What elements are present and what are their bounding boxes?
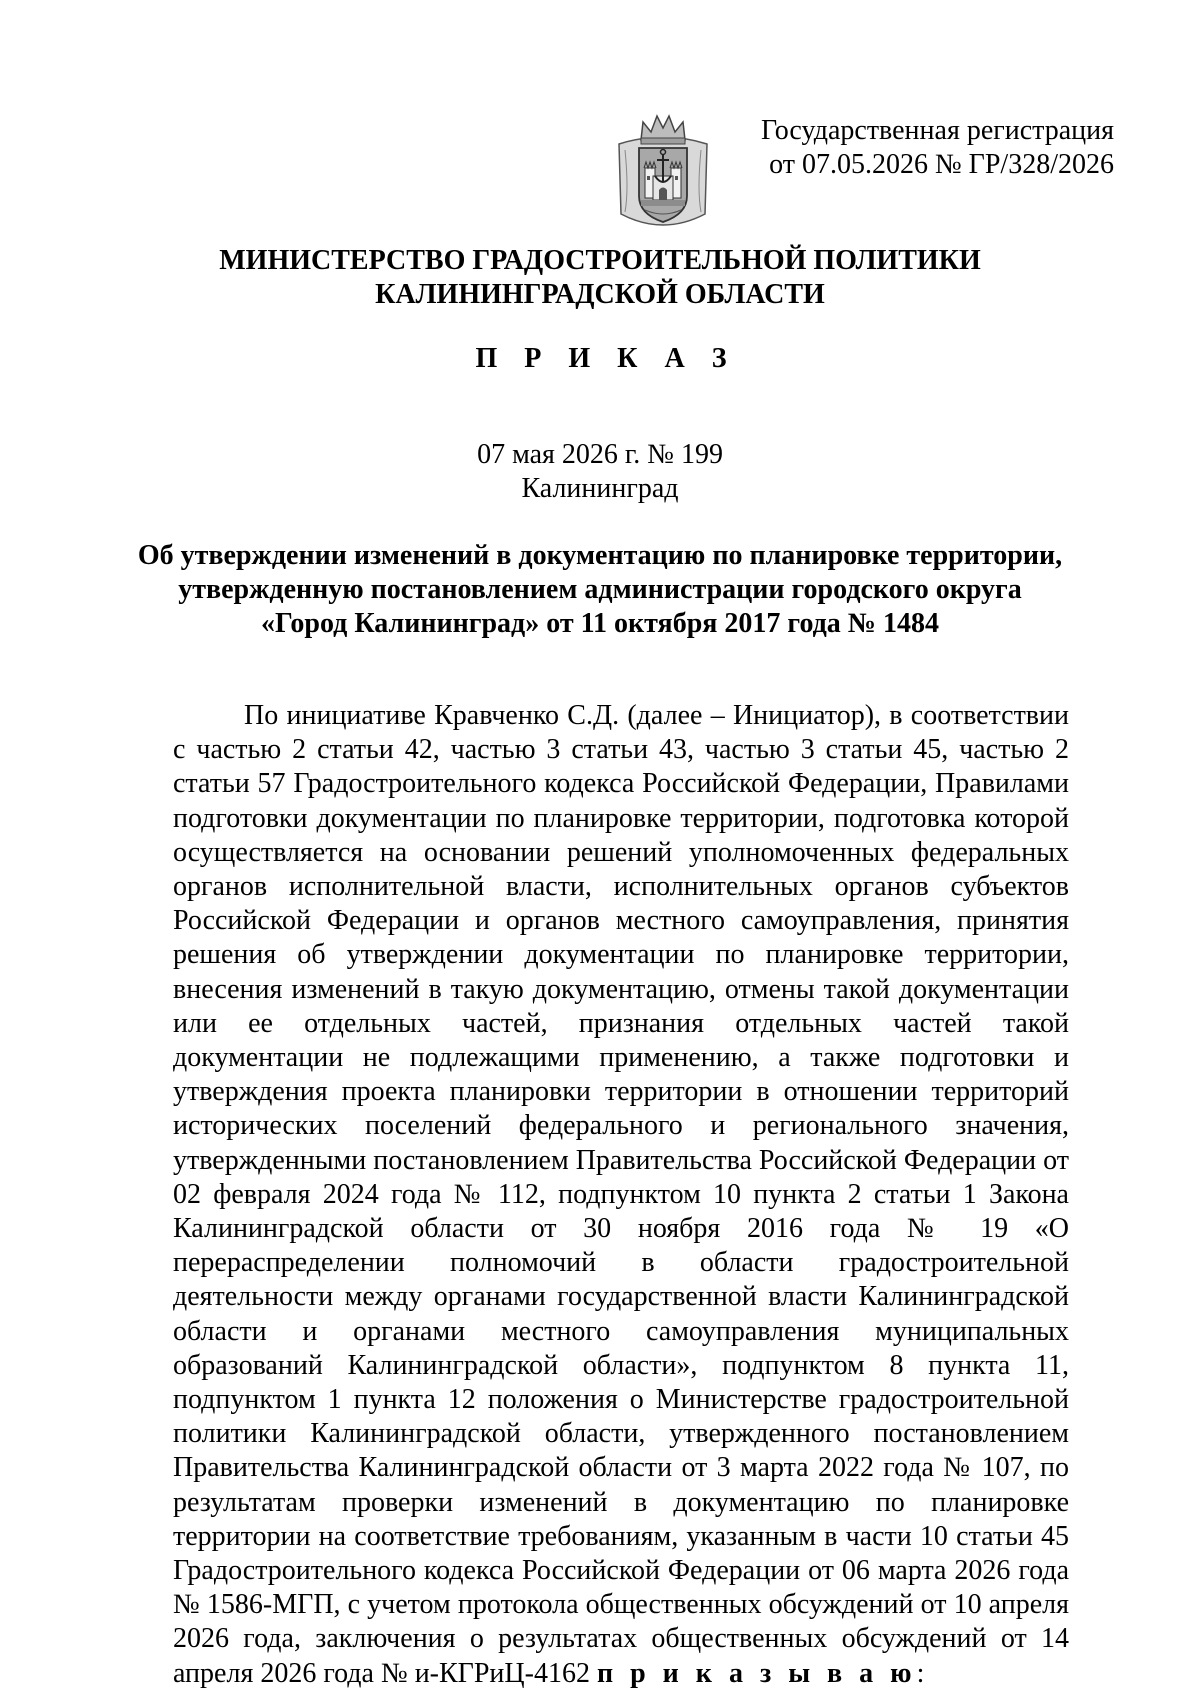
ministry-name-line1: МИНИСТЕРСТВО ГРАДОСТРОИТЕЛЬНОЙ ПОЛИТИКИ — [219, 245, 981, 276]
preamble-text: По инициативе Кравченко С.Д. (далее – Инициатор), в соответствии с частью 2 статьи 42, частью 3 статьи 43, частью 3 статьи 45, частью 2 статьи 57 Градостроительного кодекса Российской Федерации, Правилами подготовки документации по планировке территории, подготовка которой осуществляется на основании решений уполномоченных федеральных органов исполнительной власти, исполнительных органов субъектов Российской Федерации и органов местного самоуправления, принятия решения об утверждении документации по планировке территории, внесения изменений в такую документацию, отмены такой документации или ее отдельных частей, признания отдельных частей такой документации не подлежащими применению, а также подготовки и утверждения проекта планировки территории в отношении территорий исторических поселений федерального и регионального значения, утвержденными постановлением Правительства Российской Федерации от 02 февраля 2024 года № 112, подпунктом 10 пункта 2 статьи 1 Закона Калининградской области от 30 ноября 2016 года № 19 «О перераспределении полномочий в области градостроительной деятельности между органами государственной власти Калининградской области и органами местного самоуправления муниципальных образований Калининградской области», подпунктом 8 пункта 11, подпунктом 1 пункта 12 положения о Министерстве градостроительной политики Калининградской области, утвержденного постановлением Правительства Калининградской области от 3 марта 2022 года № 107, по результатам проверки изменений в документацию по планировке территории на соответствие требованиям, указанным в части 10 статьи 45 Градостроительного кодекса Российской Федерации от 06 марта 2026 года № 1586-МГП, с учетом протокола общественных обсуждений от 10 апреля 2026 года, заключения о результатах общественных обсуждений от 14 апреля 2026 года № и-КГРиЦ-4162 — [173, 700, 1069, 1689]
order-decree-word: п р и к а з ы в а ю — [596, 1657, 917, 1689]
registration-number: от 07.05.2026 № ГР/328/2026 — [769, 149, 1114, 180]
document-type-title: П Р И К А З — [475, 343, 737, 374]
order-subject — [120, 539, 1080, 641]
order-subject-line1: Об утверждении изменений в документацию по планировке территории, — [137, 540, 1063, 571]
state-registration — [694, 114, 1114, 182]
order-subject-line3: «Город Калининград» от 11 октября 2017 года № 1484 — [261, 608, 939, 639]
ministry-name — [0, 244, 1200, 312]
order-preamble — [173, 699, 1069, 1691]
order-date-place — [0, 438, 1200, 506]
preamble-colon: : — [916, 1657, 925, 1689]
ministry-name-line2: КАЛИНИНГРАДСКОЙ ОБЛАСТИ — [375, 279, 825, 310]
order-date-number: 07 мая 2026 г. № 199 — [477, 439, 723, 470]
order-subject-line2: утвержденную постановлением администрации городского округа — [178, 574, 1022, 605]
order-city: Калининград — [521, 473, 679, 504]
registration-label: Государственная регистрация — [761, 115, 1114, 146]
